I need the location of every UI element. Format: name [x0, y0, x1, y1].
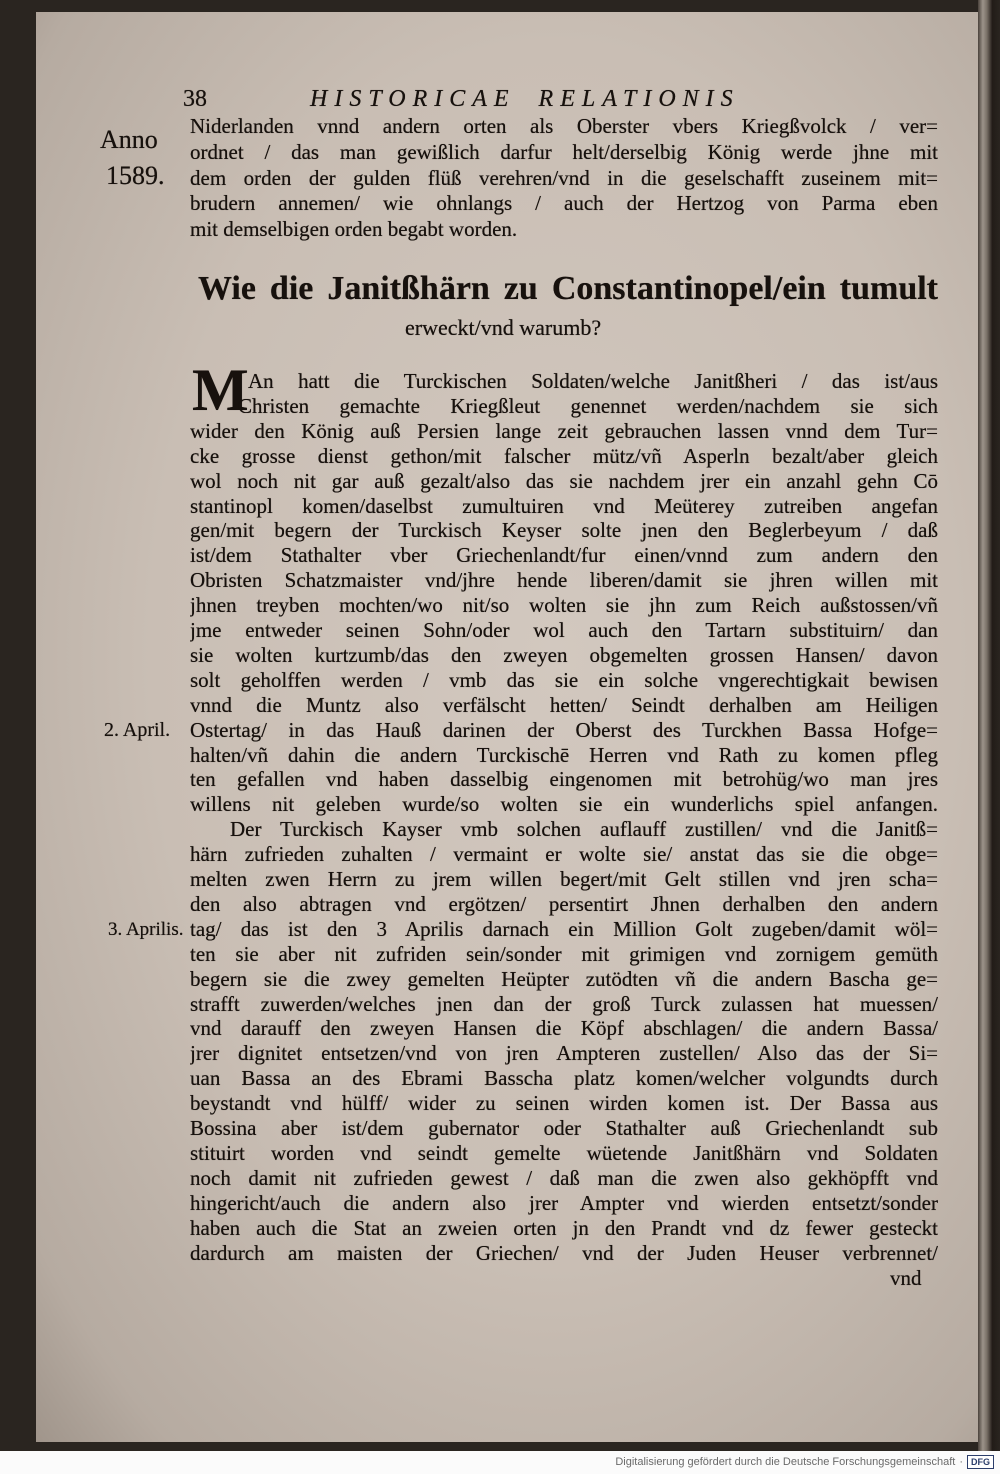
book-page-edge	[978, 0, 1000, 1451]
body-line: dardurch am maisten der Griechen/ vnd der Juden Heuser verbrennet/	[190, 1240, 938, 1265]
page-number: 38	[183, 86, 207, 112]
body-line: hingericht/auch die andern also jrer Ampter vnd wierden entsetzt/sonder	[190, 1190, 938, 1215]
margin-note-april-2: 2. April.	[104, 719, 171, 741]
body-line: den also abtragen vnd ergötzen/ persentirt Jhnen derhalben den andern	[190, 891, 938, 916]
body-line: strafft zuwerden/welches jnen dan der groß Turck zulassen hat muessen/	[190, 991, 938, 1016]
body-line: jhnen treyben mochten/wo nit/so wolten sie jhn zum Reich außstossen/vñ	[190, 593, 938, 618]
body-line: solt geholffen werden / vmb das sie ein solche vngerechtigkait bewisen	[190, 667, 938, 692]
body-line: vnd darauff den zweyen Hansen die Köpf abschlagen/ die andern Bassa/	[190, 1016, 938, 1041]
section-heading-line-1: Wie die Janitßhärn zu Constantinopel/ein tumult	[198, 270, 938, 307]
body-line: jme entweder seinen Sohn/oder wol auch den Tartarn substituirn/ dan	[190, 618, 938, 642]
margin-note-april-3: 3. Aprilis.	[108, 919, 184, 940]
body-line: Bossina aber ist/dem gubernator oder Stathalter auß Griechenlandt sub	[190, 1116, 938, 1140]
intro-line: brudern annemen/ wie ohnlangs / auch der Hertzog von Parma eben	[190, 191, 938, 216]
body-line: ist/dem Stathalter vber Griechenlandt/fur einen/vnnd zum andern den	[190, 543, 938, 568]
body-line: wider den König auß Persien lange zeit gebrauchen lassen vnnd dem Tur=	[190, 418, 938, 443]
body-line: willens nit geleben wurde/so wolten sie ein wunderlichs spiel anfangen.	[190, 792, 938, 817]
body-line: Ostertag/ in das Hauß darinen der Oberst des Turckhen Bassa Hofge=	[190, 717, 938, 742]
body-line: Christen gemachte Kriegßleut genennet werden/nachdem sie sich	[238, 393, 938, 418]
body-line: begern sie die zwey gemelten Heüpter zutödten vñ die andern Bascha ge=	[190, 966, 938, 991]
body-line: ten gefallen vnd haben dasselbig eingenomen mit betrohüg/wo man jres	[190, 767, 938, 792]
intro-line: ordnet / das man gewißlich darfur helt/derselbig König werde jhne mit	[190, 139, 938, 164]
body-line: sie wolten kurtzumb/das den zweyen obgemelten grossen Hansen/ davon	[190, 642, 938, 667]
body-line: härn zufrieden zuhalten / vermaint er wolte sie/ anstat das sie die obge=	[190, 842, 938, 867]
footer-separator: ·	[959, 1456, 963, 1468]
running-title: HISTORICAE RELATIONIS	[310, 86, 740, 112]
body-line: vnnd die Muntz also verfälscht hetten/ Seindt derhalben am Heiligen	[190, 692, 938, 717]
body-line: haben auch die Stat an zweien orten jn den Prandt vnd dz fewer gesteckt	[190, 1215, 938, 1240]
body-line: noch damit nit zufrieden gewest / daß man die zwen also gekhöpfft vnd	[190, 1165, 938, 1190]
intro-line: Niderlanden vnnd andern orten als Oberster vbers Kriegßvolck / ver=	[190, 114, 938, 138]
catchword: vnd	[890, 1266, 922, 1290]
body-line: ten sie aber nit zufriden sein/sonder mit grimigen vnd zornigem gemüth	[190, 941, 938, 966]
body-line: melten zwen Herrn zu jrem willen begert/mit Gelt stillen vnd jren scha=	[190, 867, 938, 891]
dfg-logo-icon: DFG	[967, 1455, 994, 1469]
section-heading-line-2: erweckt/vnd warumb?	[405, 315, 602, 340]
body-line: halten/vñ dahin die andern Turckischē Herren vnd Rath zu komen pfleg	[190, 742, 938, 767]
intro-line: dem orden der gulden flüß verehren/vnd in die geselschafft zuseinem mit=	[190, 165, 938, 190]
body-line: cke grosse dienst gethon/mit falscher mütz/vñ Asperln bezalt/aber gleich	[190, 443, 938, 468]
body-line: uan Bassa an des Ebrami Basscha platz komen/welcher volgundts durch	[190, 1066, 938, 1091]
margin-note-year: 1589.	[106, 161, 165, 190]
intro-line: mit demselbigen orden begabt worden.	[190, 217, 518, 242]
footer-credit-row	[615, 1455, 994, 1469]
body-line: Der Turckisch Kayser vmb solchen auflauff zustillen/ vnd die Janitß=	[230, 817, 938, 842]
drop-cap: M	[192, 357, 249, 423]
body-line: stituirt worden vnd seindt gemelte wüetende Janitßhärn vnd Soldaten	[190, 1140, 938, 1165]
body-line: Obristen Schatzmaister vnd/jhre hende liberen/damit sie jhren willen mit	[190, 568, 938, 593]
body-line: tag/ das ist den 3 Aprilis darnach ein Million Golt zugeben/damit wöl=	[190, 916, 938, 941]
body-line: jrer dignitet entsetzen/vnd von jren Ampteren zustellen/ Also das der Si=	[190, 1041, 938, 1066]
margin-note-anno: Anno	[100, 125, 158, 154]
footer-bar	[0, 1451, 1000, 1474]
footer-credit: Digitalisierung gefördert durch die Deutsche Forschungsgemeinschaft	[615, 1456, 956, 1468]
body-line: gen/mit begern der Turckisch Keyser solte jnen den Beglerbeyum / daß	[190, 518, 938, 543]
body-line: An hatt die Turckischen Soldaten/welche Janitßheri / das ist/aus	[248, 369, 938, 393]
body-line: beystandt vnd hülff/ wider zu seinen wirden komen ist. Der Bassa aus	[190, 1091, 938, 1116]
body-line: stantinopl komen/daselbst zumultuiren vnd Meüterey zutreiben angefan	[190, 493, 938, 518]
body-line: wol noch nit gar auß gezalt/also das sie nachdem jrer ein anzahl gehn Cō	[190, 468, 938, 493]
